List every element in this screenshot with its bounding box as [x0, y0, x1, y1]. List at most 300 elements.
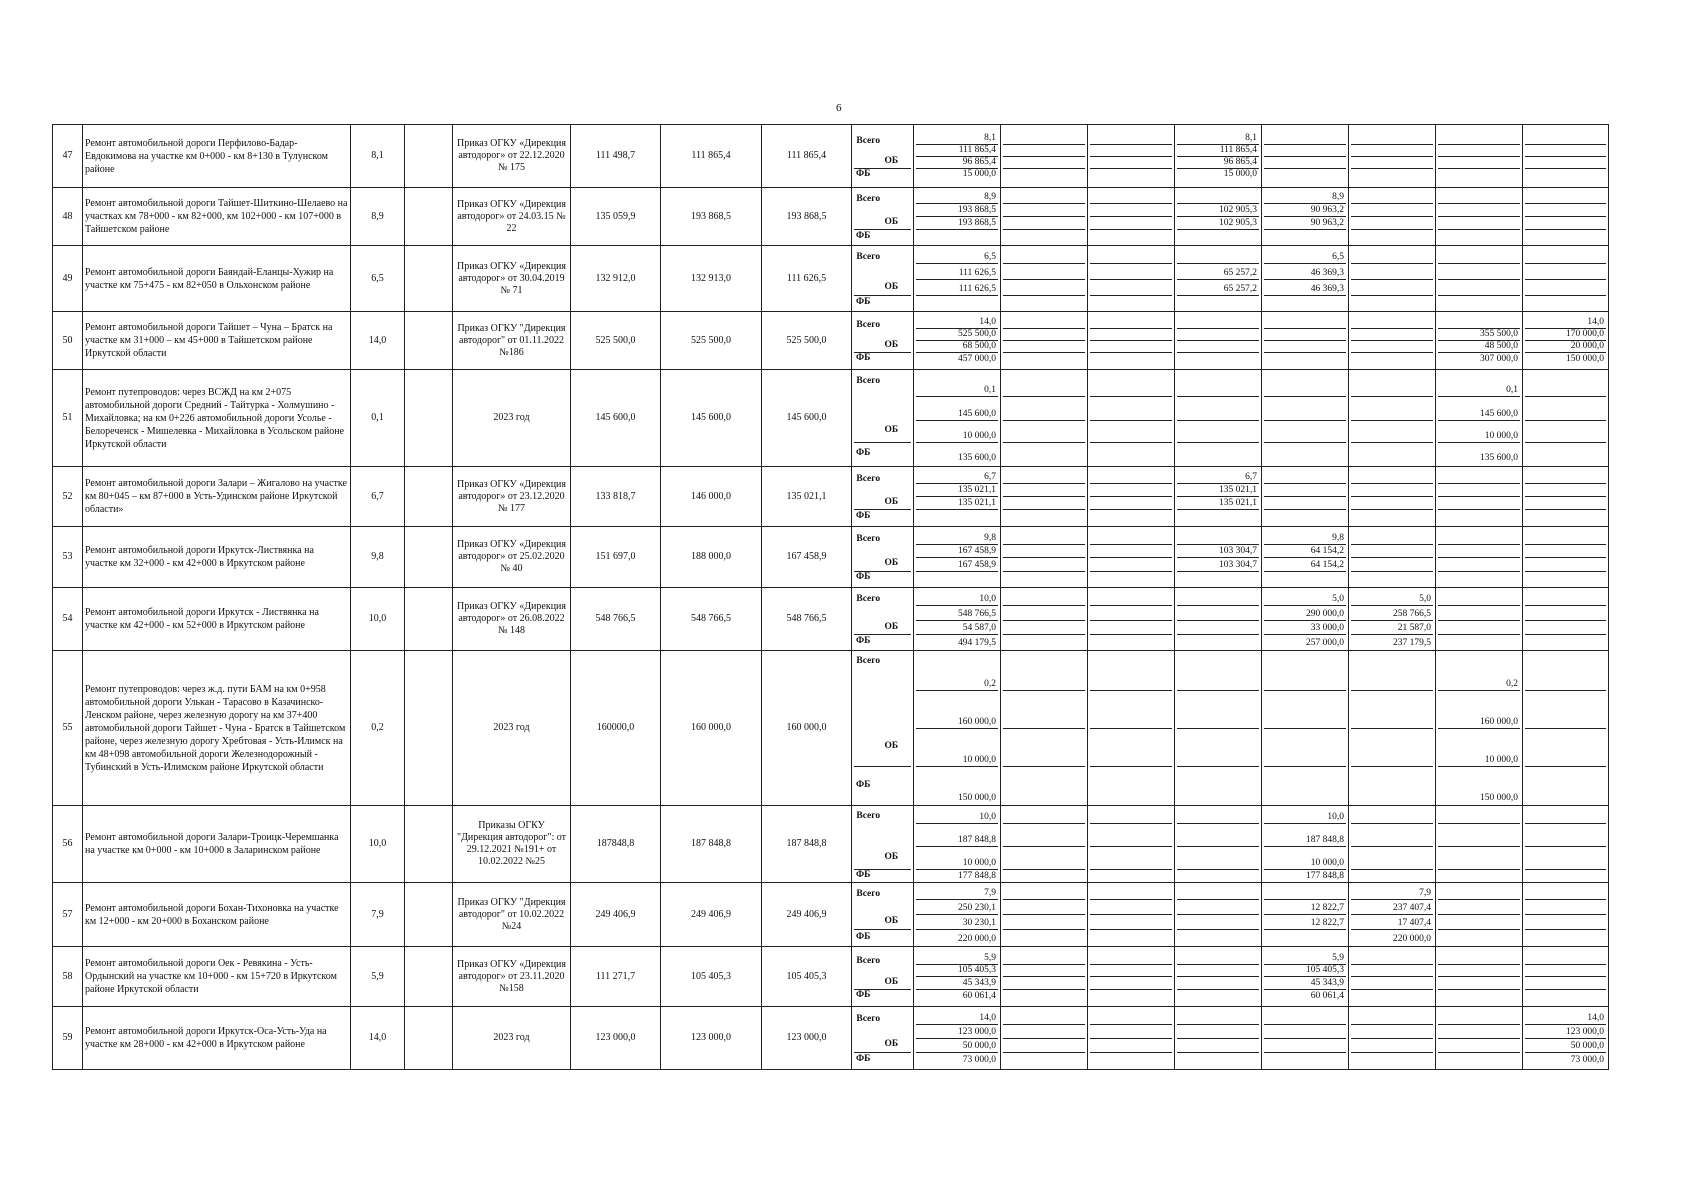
funding-value [1525, 190, 1606, 203]
funding-value [1525, 635, 1606, 649]
funding-value [1438, 824, 1520, 847]
funding-value [1351, 990, 1433, 1002]
funding-value [1264, 930, 1346, 945]
empty-cell [405, 588, 453, 651]
funding-value [1003, 766, 1085, 804]
funding-value [1438, 144, 1520, 156]
funding-value [1525, 915, 1606, 930]
funding-value [1177, 728, 1259, 766]
empty-cell [405, 246, 453, 312]
length-km: 5,9 [351, 947, 405, 1007]
funding-column [1088, 651, 1175, 806]
funding-value [1525, 885, 1606, 900]
funding-value [1003, 229, 1085, 243]
funding-column [1175, 588, 1262, 651]
funding-value [1177, 248, 1259, 264]
funding-value [1264, 156, 1346, 168]
funding-value [1525, 296, 1606, 310]
funding-value [1090, 807, 1172, 824]
funding-column [1349, 806, 1436, 883]
table-row [53, 806, 1609, 883]
length-km: 9,8 [351, 527, 405, 588]
funding-value [1090, 497, 1172, 510]
funding-value [1438, 885, 1520, 900]
funding-value: 525 500,0 [916, 328, 998, 340]
funding-value [1351, 952, 1433, 965]
funding-label: ФБ [856, 931, 871, 942]
funding-value: 135 600,0 [1480, 453, 1518, 463]
funding-value [1090, 396, 1172, 420]
funding-value [1090, 544, 1172, 557]
funding-value [1264, 690, 1346, 728]
funding-value [1003, 168, 1085, 180]
funding-value [1090, 372, 1172, 396]
total-cost: 167 458,9 [762, 527, 852, 588]
funding-value [1003, 930, 1085, 945]
funding-value [1090, 635, 1172, 649]
funding-value: 10 000,0 [1438, 728, 1520, 766]
funding-value [1525, 870, 1606, 882]
funding-value: 96 865,4 [916, 156, 998, 168]
funding-label: Всего [854, 372, 883, 442]
funding-value [1003, 1010, 1085, 1024]
contract-cost: 525 500,0 [661, 312, 762, 370]
funding-value [1525, 847, 1606, 870]
length-km: 10,0 [351, 806, 405, 883]
funding-value [1090, 340, 1172, 352]
funding-value: 30 230,1 [916, 915, 998, 930]
funding-value [1351, 248, 1433, 264]
funding-value [1264, 766, 1346, 804]
funding-value [1525, 132, 1606, 144]
funding-value: 14,0 [1525, 316, 1606, 328]
funding-value [1090, 847, 1172, 870]
funding-value [1351, 340, 1433, 352]
funding-value: 8,1 [1177, 132, 1259, 144]
row-number: 52 [53, 467, 83, 527]
funding-label: ФБ [856, 297, 871, 308]
funding-value [1177, 396, 1259, 420]
funding-value [1177, 328, 1259, 340]
row-number: 48 [53, 188, 83, 246]
funding-value [1525, 652, 1606, 690]
funding-value [1090, 977, 1172, 990]
funding-column [1523, 125, 1609, 188]
funding-value [1177, 915, 1259, 930]
funding-value [1438, 484, 1520, 497]
funding-column [1001, 188, 1088, 246]
row-number: 55 [53, 651, 83, 806]
funding-value [1090, 824, 1172, 847]
funding-column [1001, 312, 1088, 370]
total-cost: 160 000,0 [762, 651, 852, 806]
funding-value [1525, 372, 1606, 396]
funding-value: 54 587,0 [916, 621, 998, 635]
funding-value [1525, 530, 1606, 544]
funding-value [1264, 1038, 1346, 1052]
funding-column [1001, 246, 1088, 312]
total-cost: 249 406,9 [762, 883, 852, 947]
funding-value: 50 000,0 [916, 1038, 998, 1052]
funding-value [1525, 484, 1606, 497]
funding-value [1177, 977, 1259, 990]
funding-value [1003, 807, 1085, 824]
funding-column [1262, 125, 1349, 188]
funding-value [1090, 296, 1172, 310]
row-number: 54 [53, 588, 83, 651]
funding-value: 258 766,5 [1351, 606, 1433, 621]
funding-value [1351, 557, 1433, 571]
funding-value: 64 154,2 [1264, 544, 1346, 557]
funding-value [1003, 442, 1085, 464]
funding-value: 193 868,5 [916, 203, 998, 216]
road-repair-table [52, 124, 1609, 1070]
funding-value [1264, 652, 1346, 690]
funding-value [1525, 571, 1606, 584]
funding-value: 135 600,0 [958, 453, 996, 463]
funding-column [1262, 1007, 1349, 1070]
funding-value [1003, 316, 1085, 328]
funding-column [1523, 312, 1609, 370]
funding-value [1177, 885, 1259, 900]
funding-value: 14,0 [916, 316, 998, 328]
funding-value [1003, 1038, 1085, 1052]
funding-value: 33 000,0 [1264, 621, 1346, 635]
funding-value [1438, 497, 1520, 510]
funding-label: ФБ [856, 572, 871, 583]
funding-value: 9,8 [916, 530, 998, 544]
funding-value [1003, 510, 1085, 524]
funding-column [1088, 370, 1175, 467]
funding-value [1003, 635, 1085, 649]
funding-column [1436, 125, 1523, 188]
empty-cell [405, 188, 453, 246]
funding-value [1525, 144, 1606, 156]
funding-value [1090, 952, 1172, 965]
funding-value [1090, 203, 1172, 216]
funding-value [1090, 590, 1172, 606]
funding-value [1264, 1010, 1346, 1024]
funding-column [1262, 883, 1349, 947]
funding-value [1177, 652, 1259, 690]
funding-column [1001, 370, 1088, 467]
funding-value: 237 179,5 [1393, 637, 1431, 648]
funding-value: 6,5 [916, 248, 998, 264]
funding-value: 187 848,8 [1264, 824, 1346, 847]
funding-labels [852, 312, 914, 370]
funding-labels [852, 125, 914, 188]
funding-value [1003, 484, 1085, 497]
funding-value: 65 257,2 [1177, 280, 1259, 296]
funding-column [1175, 312, 1262, 370]
funding-value [1264, 396, 1346, 420]
funding-value [1351, 544, 1433, 557]
funding-value [1525, 990, 1606, 1002]
funding-label: Всего [854, 316, 883, 352]
row-number: 56 [53, 806, 83, 883]
length-km: 8,9 [351, 188, 405, 246]
funding-column [1262, 370, 1349, 467]
funding-value: 12 822,7 [1264, 915, 1346, 930]
length-km: 14,0 [351, 1007, 405, 1070]
basis-document: Приказы ОГКУ "Дирекция автодорог": от 29.12.2021 №191+ от 10.02.2022 №25 [453, 806, 571, 883]
funding-value [1525, 280, 1606, 296]
funding-value [1177, 870, 1259, 882]
funding-value [1003, 728, 1085, 766]
funding-value [1090, 248, 1172, 264]
funding-value: 237 407,4 [1351, 900, 1433, 915]
funding-value [1003, 900, 1085, 915]
funding-value: 105 405,3 [916, 965, 998, 977]
funding-value [1003, 497, 1085, 510]
funding-labels [852, 883, 914, 947]
table-row [53, 312, 1609, 370]
funding-value [1438, 530, 1520, 544]
funding-value [1438, 965, 1520, 977]
funding-value: 10,0 [916, 590, 998, 606]
contract-cost: 187 848,8 [661, 806, 762, 883]
funding-label: ФБ [856, 230, 871, 241]
funding-column [1175, 527, 1262, 588]
funding-value [1003, 216, 1085, 229]
basis-document: Приказ ОГКУ «Дирекция автодорог» от 23.11.2020 №158 [453, 947, 571, 1007]
funding-value: 290 000,0 [1264, 606, 1346, 621]
funding-value [1264, 728, 1346, 766]
funding-column [1088, 125, 1175, 188]
total-cost: 525 500,0 [762, 312, 852, 370]
funding-value: 457 000,0 [958, 354, 996, 364]
funding-label: ОБ [883, 156, 912, 168]
funding-value: 14,0 [1525, 1010, 1606, 1024]
funding-value: 160 000,0 [1438, 690, 1520, 728]
table-row [53, 188, 1609, 246]
funding-labels [852, 370, 914, 467]
road-name: Ремонт автомобильной дороги Тайшет – Чуна – Братск на участке км 31+000 – км 45+000 в Тайшетском районе Иркутской области [83, 312, 351, 370]
road-name: Ремонт путепроводов: через ж.д. пути БАМ на км 0+958 автомобильной дороги Улькан - Тарасово в Казачинско-Ленском районе, через железную дорогу на км 37+400 автомобильной дороги Тайшет - Чуна - Братск в Тайшетском районе, через железную дорогу Хребтовая - Усть-Илимск на км 48+098 автомобильной дороги Железнодорожный - Тубинский в Усть-Илимском районе Иркутской области [83, 651, 351, 806]
funding-value [1003, 372, 1085, 396]
funding-value [1264, 420, 1346, 442]
funding-value [1003, 396, 1085, 420]
road-name: Ремонт путепроводов: через ВСЖД на км 2+075 автомобильной дороги Средний - Тайтурка - Холмушино - Михайловка; на км 0+226 автомобильной дороги Усолье - Белореченск - Мишелевка - Михайловка в Усольском районе Иркутской области [83, 370, 351, 467]
funding-value [1090, 728, 1172, 766]
funding-value: 90 963,2 [1264, 203, 1346, 216]
funding-label: ОБ [883, 847, 912, 870]
funding-value [1003, 264, 1085, 280]
funding-column [914, 588, 1001, 651]
funding-column [1088, 188, 1175, 246]
total-cost: 145 600,0 [762, 370, 852, 467]
funding-column [1436, 651, 1523, 806]
funding-value: 96 865,4 [1177, 156, 1259, 168]
funding-value: 150 000,0 [958, 793, 996, 803]
funding-value [1090, 930, 1172, 945]
funding-column [914, 806, 1001, 883]
funding-label: ОБ [883, 557, 912, 571]
funding-value [1003, 340, 1085, 352]
funding-value [1177, 990, 1259, 1002]
funding-value [1177, 296, 1259, 310]
funding-column [914, 125, 1001, 188]
funding-value: 8,9 [1264, 190, 1346, 203]
funding-column [1001, 1007, 1088, 1070]
estimated-cost: 123 000,0 [571, 1007, 661, 1070]
funding-value [1351, 571, 1433, 584]
basis-document: 2023 год [453, 1007, 571, 1070]
funding-value [1177, 606, 1259, 621]
funding-value [1351, 470, 1433, 484]
funding-label: Всего [854, 885, 883, 930]
funding-value: 103 304,7 [1177, 557, 1259, 571]
funding-value: 5,9 [1264, 952, 1346, 965]
funding-value [1264, 885, 1346, 900]
funding-value [1177, 847, 1259, 870]
funding-value [1177, 1010, 1259, 1024]
estimated-cost: 151 697,0 [571, 527, 661, 588]
funding-value: 73 000,0 [962, 1055, 996, 1065]
funding-value: 177 848,8 [1306, 870, 1344, 881]
funding-value [1351, 847, 1433, 870]
contract-cost: 193 868,5 [661, 188, 762, 246]
funding-value [1438, 930, 1520, 945]
funding-value [1351, 870, 1433, 882]
funding-value [1003, 1024, 1085, 1038]
basis-document: 2023 год [453, 370, 571, 467]
funding-value [1003, 606, 1085, 621]
funding-column [1436, 883, 1523, 947]
basis-document: Приказ ОГКУ "Дирекция автодорог" от 01.11.2022 №186 [453, 312, 571, 370]
funding-value [1003, 1052, 1085, 1066]
empty-cell [405, 1007, 453, 1070]
funding-column [1523, 246, 1609, 312]
funding-value [1438, 1024, 1520, 1038]
funding-column [1088, 947, 1175, 1007]
funding-value [1438, 621, 1520, 635]
funding-column [1088, 527, 1175, 588]
funding-value: 167 458,9 [916, 544, 998, 557]
funding-value [1264, 497, 1346, 510]
funding-column [1349, 588, 1436, 651]
funding-value: 45 343,9 [916, 977, 998, 990]
funding-label: ОБ [883, 340, 912, 352]
funding-value [1003, 915, 1085, 930]
funding-value [1525, 510, 1606, 524]
funding-value [1177, 229, 1259, 243]
funding-value [1090, 442, 1172, 464]
funding-value [1003, 132, 1085, 144]
funding-column [1349, 1007, 1436, 1070]
funding-column [1436, 1007, 1523, 1070]
funding-labels [852, 246, 914, 312]
funding-value [1090, 229, 1172, 243]
table-row [53, 947, 1609, 1007]
funding-column [914, 883, 1001, 947]
funding-value [1177, 510, 1259, 524]
funding-value: 105 405,3 [1264, 965, 1346, 977]
funding-value: 21 587,0 [1351, 621, 1433, 635]
funding-value: 45 343,9 [1264, 977, 1346, 990]
funding-value [1177, 766, 1259, 804]
funding-value: 20 000,0 [1525, 340, 1606, 352]
funding-column [1349, 527, 1436, 588]
page-number: 6 [836, 102, 842, 114]
table-row [53, 588, 1609, 651]
contract-cost: 145 600,0 [661, 370, 762, 467]
funding-value: 135 021,1 [916, 484, 998, 497]
funding-label: Всего [854, 1010, 883, 1052]
empty-cell [405, 312, 453, 370]
funding-value [1438, 264, 1520, 280]
funding-value [1351, 728, 1433, 766]
funding-value [1090, 571, 1172, 584]
funding-value [1090, 885, 1172, 900]
estimated-cost: 145 600,0 [571, 370, 661, 467]
funding-value [1525, 248, 1606, 264]
funding-value [1090, 1038, 1172, 1052]
contract-cost: 548 766,5 [661, 588, 762, 651]
funding-column [1523, 588, 1609, 651]
funding-value [1003, 571, 1085, 584]
funding-value [1438, 544, 1520, 557]
funding-value [1525, 264, 1606, 280]
funding-value [1438, 606, 1520, 621]
funding-value [1003, 352, 1085, 365]
funding-value: 5,0 [1351, 590, 1433, 606]
length-km: 0,2 [351, 651, 405, 806]
funding-value: 8,1 [916, 132, 998, 144]
row-number: 59 [53, 1007, 83, 1070]
funding-column [1001, 527, 1088, 588]
basis-document: 2023 год [453, 651, 571, 806]
estimated-cost: 249 406,9 [571, 883, 661, 947]
funding-column [1262, 312, 1349, 370]
contract-cost: 105 405,3 [661, 947, 762, 1007]
funding-labels [852, 651, 914, 806]
contract-cost: 123 000,0 [661, 1007, 762, 1070]
funding-value [1525, 728, 1606, 766]
funding-label: ОБ [883, 420, 912, 442]
funding-value [1003, 470, 1085, 484]
funding-value: 10 000,0 [916, 420, 998, 442]
funding-column [1436, 188, 1523, 246]
funding-value: 135 021,1 [1177, 484, 1259, 497]
funding-value [1525, 824, 1606, 847]
funding-value: 102 905,3 [1177, 203, 1259, 216]
funding-value [1177, 530, 1259, 544]
funding-value [1264, 144, 1346, 156]
funding-value [1090, 190, 1172, 203]
length-km: 10,0 [351, 588, 405, 651]
funding-value [1351, 766, 1433, 804]
funding-value: 145 600,0 [916, 396, 998, 420]
funding-value [1351, 203, 1433, 216]
funding-label: ФБ [856, 447, 871, 458]
funding-value [1438, 915, 1520, 930]
funding-label: Всего [854, 590, 883, 635]
funding-value [1090, 621, 1172, 635]
funding-column [1001, 883, 1088, 947]
funding-value [1090, 316, 1172, 328]
funding-value [1090, 510, 1172, 524]
funding-column [1523, 188, 1609, 246]
funding-value [1351, 144, 1433, 156]
funding-value [1438, 470, 1520, 484]
funding-value: 111 626,5 [916, 280, 998, 296]
funding-value [1525, 216, 1606, 229]
funding-column [1436, 312, 1523, 370]
table-row [53, 246, 1609, 312]
funding-label: Всего [854, 952, 883, 990]
funding-value: 250 230,1 [916, 900, 998, 915]
